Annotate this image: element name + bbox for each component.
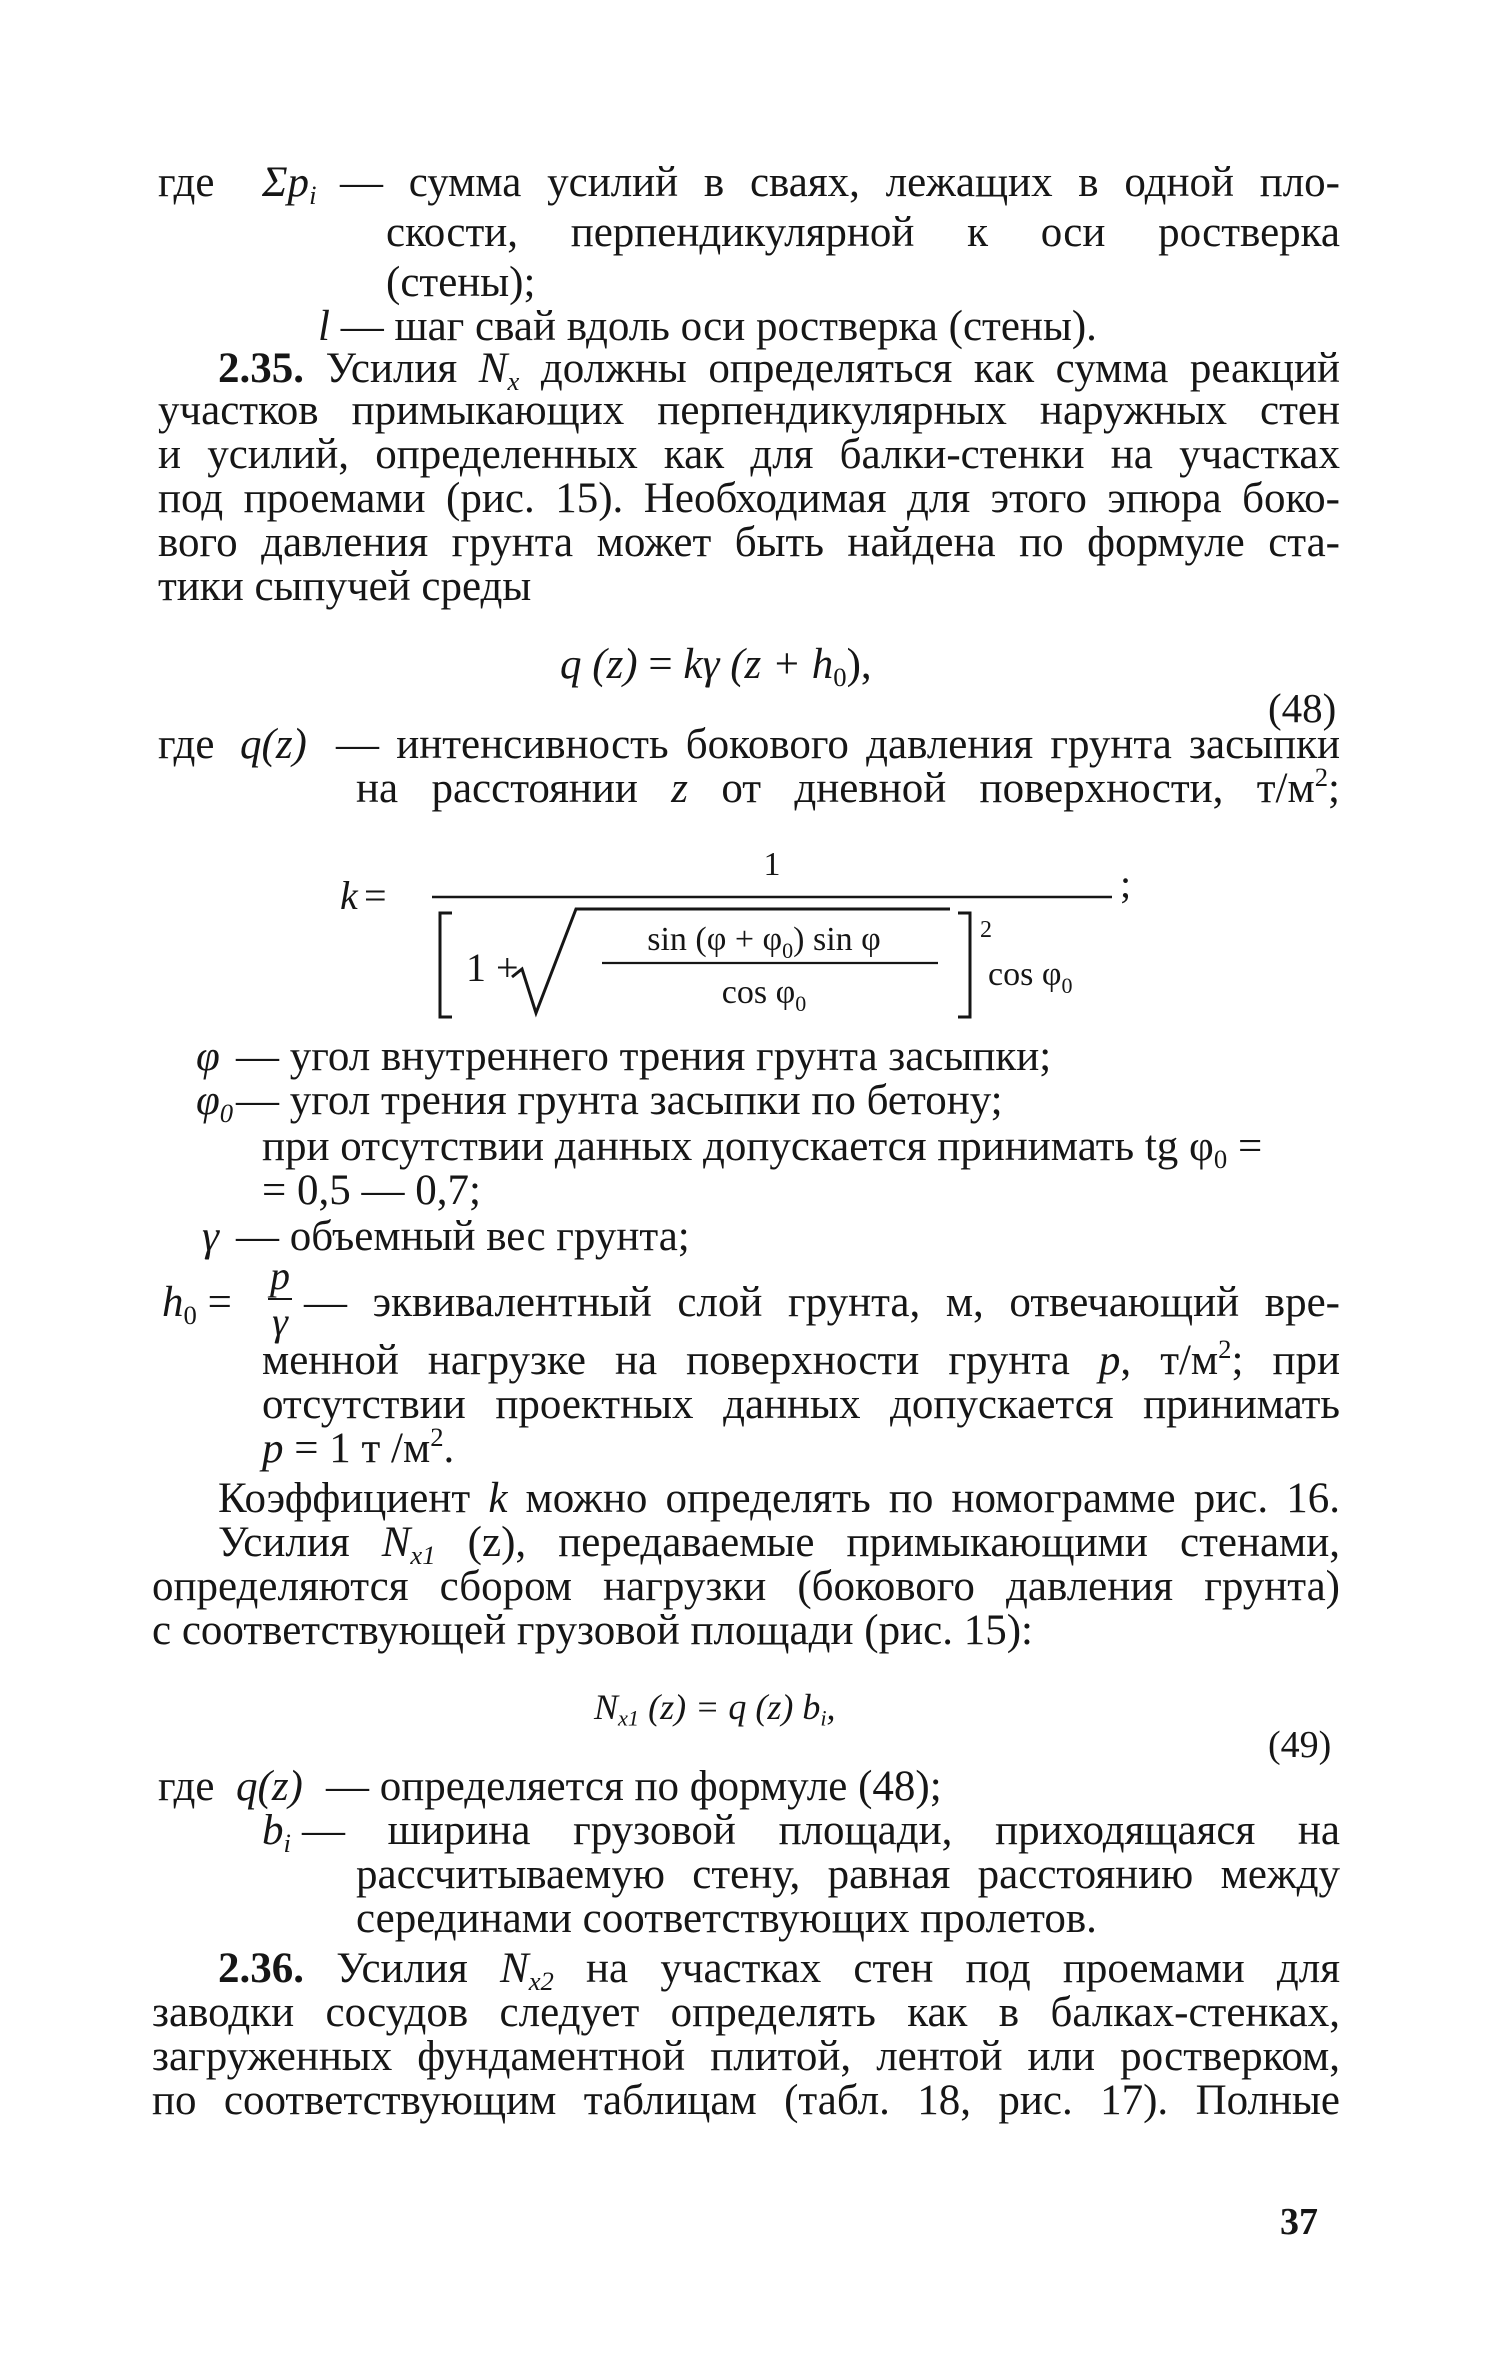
sum-def-line-2: скости, перпендикулярной к оси ростверка (386, 209, 1340, 256)
def48-line-2: на расстоянии z от дневной поверхности, $т/м^2$; (356, 762, 1340, 812)
s236-line-4: по соответствующим таблицам (табл. 18, рис. 17). Полные (152, 2077, 1340, 2124)
def48-line-1: — интенсивность бокового давления грунта засыпки (336, 721, 1340, 768)
def49-b-line-1: — ширина грузовой площади, приходящаяся на (302, 1807, 1340, 1854)
s236-line-3: загруженных фундаментной плитой, лентой или ростверком, (152, 2033, 1340, 2080)
coef-k-line: Коэффициент k можно определять по номограмме рис. 16. (218, 1475, 1340, 1522)
s236-line-2: заводки сосудов следует определять как в балках-стенках, (152, 1989, 1340, 2036)
phi0-note-line-2: = 0,5 — 0,7; (262, 1167, 481, 1214)
intro-where: где (158, 159, 215, 206)
h0-def-line-3: отсутствии проектных данных допускается принимать (262, 1381, 1340, 1428)
k-one-plus: 1 + (466, 945, 519, 990)
k-formula (340, 845, 1160, 1030)
nx1-line-1: Усилия $N_{x1}$ (z), передаваемые примыкающими стенами, (218, 1519, 1341, 1570)
k-cos-term: $\cos \varphi_0$ (988, 956, 1073, 998)
left-bracket (440, 913, 452, 1017)
h0-def-line-2: менной нагрузке на поверхности грунта p, $т/м^2$; при (262, 1334, 1341, 1384)
def49-b-line-3: серединами соответствующих пролетов. (356, 1895, 1097, 1942)
h0-fraction: $\frac{p}{\gamma}$ (270, 1253, 290, 1344)
k-formula-graphic (340, 845, 1160, 1030)
phi0-definition: — угол трения грунта засыпки по бетону; (236, 1077, 1003, 1124)
phi0-symbol: $\varphi_0$ (196, 1077, 234, 1128)
inner-numerator: $\sin (\varphi + \varphi_0)$ sin φ (647, 921, 881, 963)
sum-def-line-3: (стены); (386, 259, 536, 306)
inner-denominator: $\cos \varphi_0$ (721, 974, 807, 1016)
def49-b-symbol: $b_i$ (262, 1807, 291, 1858)
h0-def-line-4: p = 1 т $/м^2$. (262, 1422, 455, 1472)
l-definition: l — шаг свай вдоль оси ростверка (стены). (318, 303, 1097, 350)
equation-48: q (z) = kγ $(z + h_0)$, (560, 641, 872, 692)
page-number: 37 (1280, 2201, 1318, 2243)
k-numerator: 1 (763, 846, 781, 883)
s235-line-6: тики сыпучей среды (158, 563, 532, 610)
equation-48-number: (48) (1268, 685, 1337, 731)
gamma-symbol: γ (202, 1213, 219, 1260)
h0-symbol: $h_0$ = (162, 1279, 232, 1330)
phi0-note-line-1: при отсутствии данных допускается принимать tg $\varphi_0$ = (262, 1123, 1263, 1174)
sum-def-line-1: — сумма усилий в сваях, лежащих в одной пло- (340, 159, 1340, 206)
nx1-line-3: с соответствующей грузовой площади (рис. 15): (152, 1607, 1033, 1654)
s236-line-1: 2.36. Усилия $N_{x2}$ на участках стен под проемами для (218, 1945, 1341, 1996)
s235-line-4: под проемами (рис. 15). Необходимая для этого эпюра боко- (158, 475, 1340, 522)
s235-line-1: 2.35. Усилия $N_x$ должны определяться как сумма реакций (218, 345, 1341, 396)
bracket-power: 2 (980, 917, 992, 943)
def49-q-symbol: q(z) (236, 1763, 303, 1810)
sum-symbol: $\Sigma p_i$ (262, 159, 317, 210)
def48-where: где (158, 721, 215, 768)
s235-line-5: вого давления грунта может быть найдена по формуле ста- (158, 519, 1340, 566)
qz-symbol: q(z) (240, 721, 307, 768)
def49-b-line-2: рассчитываемую стену, равная расстоянию между (356, 1851, 1340, 1898)
k-equals: = (364, 873, 387, 918)
equation-49-number: (49) (1268, 1724, 1332, 1766)
s235-line-2: участков примыкающих перпендикулярных наружных стен (158, 387, 1340, 434)
k-symbol: k (340, 873, 358, 918)
right-bracket (958, 913, 970, 1017)
h0-def-line-1: — эквивалентный слой грунта, м, отвечающий вре- (304, 1279, 1340, 1326)
k-semicolon: ; (1120, 861, 1132, 906)
equation-49: $N_{x1}$ (z) = q (z) $b_i$, (594, 1687, 836, 1731)
def49-q-definition: — определяется по формуле (48); (326, 1763, 942, 1810)
s235-line-3: и усилий, определенных как для балки-стенки на участках (158, 431, 1340, 478)
def49-where: где (158, 1763, 215, 1810)
nx1-line-2: определяются сбором нагрузки (бокового давления грунта) (152, 1563, 1340, 1610)
phi-definition: — угол внутреннего трения грунта засыпки; (236, 1033, 1052, 1080)
gamma-definition: — объемный вес грунта; (236, 1213, 690, 1260)
phi-symbol: φ (196, 1033, 220, 1080)
